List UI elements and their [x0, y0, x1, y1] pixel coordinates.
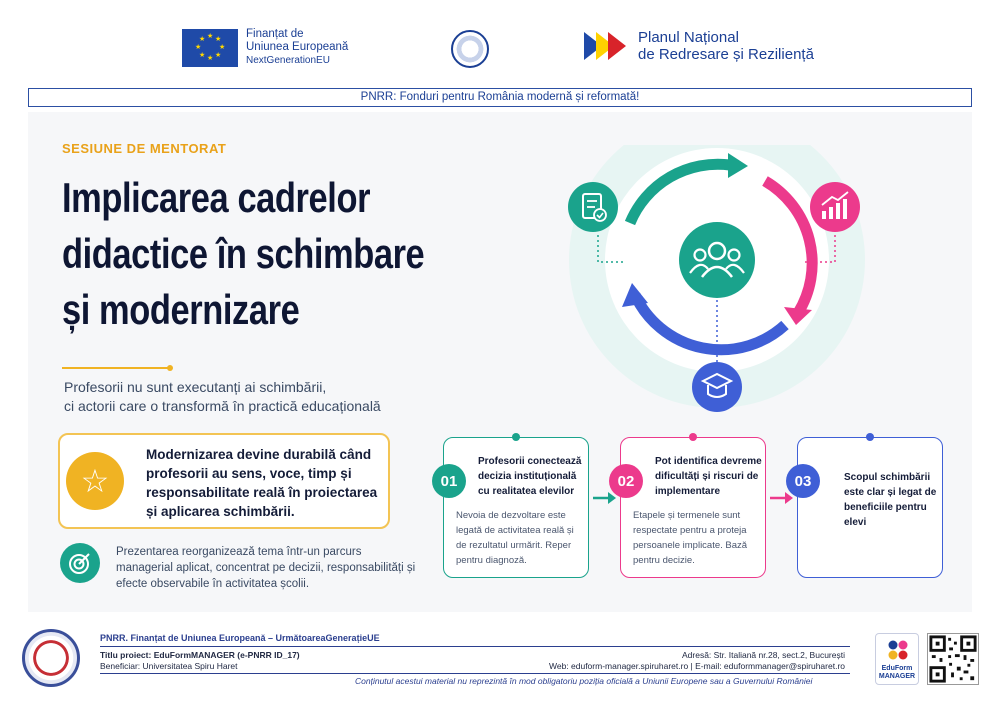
step-number: 03 — [786, 464, 820, 498]
step-card-1 — [440, 437, 589, 578]
step-card-3 — [794, 437, 943, 578]
project-value: EduFormMANAGER (e-PNRR ID_17) — [153, 650, 300, 660]
beneficiary-value: Universitatea Spiru Haret — [142, 661, 238, 671]
step-number: 02 — [609, 464, 643, 498]
subtitle-line-2: ci actorii care o transformă în practică educațională — [64, 398, 381, 414]
footer-contact — [549, 650, 845, 672]
eduform-label-1: EduForm — [881, 665, 913, 672]
step-dot — [689, 433, 697, 441]
footer-divider-2 — [100, 673, 850, 674]
footer-project-info — [100, 650, 300, 672]
footer-funding: PNRR. Finanțat de Uniunea Europeană – UrmătoareaGenerațieUE — [100, 633, 380, 643]
session-label: SESIUNE DE MENTORAT — [62, 141, 227, 156]
step-dot — [512, 433, 520, 441]
graduation-cap-icon — [692, 362, 742, 412]
eduform-logo — [875, 633, 919, 685]
target-icon — [60, 543, 100, 583]
cycle-diagram — [560, 145, 890, 435]
title-line-3: și modernizare — [62, 286, 300, 333]
footer-web-email[interactable]: Web: eduform-manager.spiruharet.ro | E-mail: eduformmanager@spiruharet.ro — [548, 661, 845, 671]
pnrr-flag-icon — [580, 26, 630, 66]
title-divider — [62, 367, 170, 369]
step-card-2 — [617, 437, 766, 578]
footer-disclaimer: Conținutul acestui material nu reprezintă în mod obligatoriu poziția oficială a Uniunii Europene sau a Guvernului României — [355, 676, 813, 686]
eu-logo-line1: Finanțat de — [246, 28, 304, 40]
star-icon: ☆ — [66, 452, 124, 510]
step-body: Etapele și termenele sunt respectate pentru a proteja persoanele implicate. Bază pentru decizie. — [633, 510, 748, 566]
title-line-2: didactice în schimbare — [62, 230, 425, 277]
logo-bar — [0, 0, 1000, 86]
eduform-mark-icon — [886, 639, 910, 661]
eu-flag-icon: ★ ★ ★ ★ ★ ★ ★ ★ — [182, 29, 238, 67]
step-heading: Pot identifica devreme dificultăți și riscuri de implementare — [655, 456, 762, 497]
checklist-icon — [568, 182, 618, 232]
subtitle-line-1: Profesorii nu sunt executanți ai schimbării, — [64, 379, 327, 395]
subtitle — [64, 378, 381, 416]
eu-logo-line3: NextGenerationEU — [246, 55, 330, 66]
university-seal-icon — [22, 629, 80, 687]
page-title — [62, 170, 447, 338]
project-label: Titlu proiect: — [100, 650, 152, 660]
eu-logo-line2: Uniunea Europeană — [246, 41, 349, 53]
growth-chart-icon — [810, 182, 860, 232]
tagline-banner: PNRR: Fonduri pentru România modernă și reformată! — [28, 88, 972, 107]
footer-divider — [100, 646, 850, 647]
pnrr-logo-line2: de Redresare și Reziliență — [638, 46, 814, 63]
note-text: Prezentarea reorganizează tema într-un parcurs managerial aplicat, concentrat pe decizii, responsabilități și efecte observabile în activitatea școlii. — [116, 546, 416, 590]
highlight-text: Modernizarea devine durabilă când profesorii au sens, voce, timp și responsabilitate reală în proiectarea și aplicarea schimbării. — [146, 447, 378, 519]
qr-code-icon[interactable] — [927, 633, 979, 685]
eu-logo — [182, 28, 348, 67]
romanian-government-seal-icon — [451, 30, 489, 68]
beneficiary-label: Beneficiar: — [100, 661, 141, 671]
title-line-1: Implicarea cadrelor — [62, 174, 371, 221]
step-body: Nevoia de dezvoltare este legată de activitatea reală și de rezultatul urmărit. Reper pentru diagnoză. — [456, 510, 574, 566]
step-number: 01 — [432, 464, 466, 498]
eduform-label-2: MANAGER — [878, 673, 916, 680]
step-heading: Profesorii conectează decizia instituțională cu realitatea elevilor — [478, 456, 582, 497]
pnrr-logo-line1: Planul Național — [638, 29, 739, 46]
step-heading: Scopul schimbării este clar și legat de beneficiile pentru elevi — [844, 472, 937, 528]
pnrr-logo — [580, 26, 814, 66]
people-group-icon — [679, 222, 755, 298]
footer-address: Adresă: Str. Italiană nr.28, sect.2, București — [681, 650, 845, 660]
step-dot — [866, 433, 874, 441]
